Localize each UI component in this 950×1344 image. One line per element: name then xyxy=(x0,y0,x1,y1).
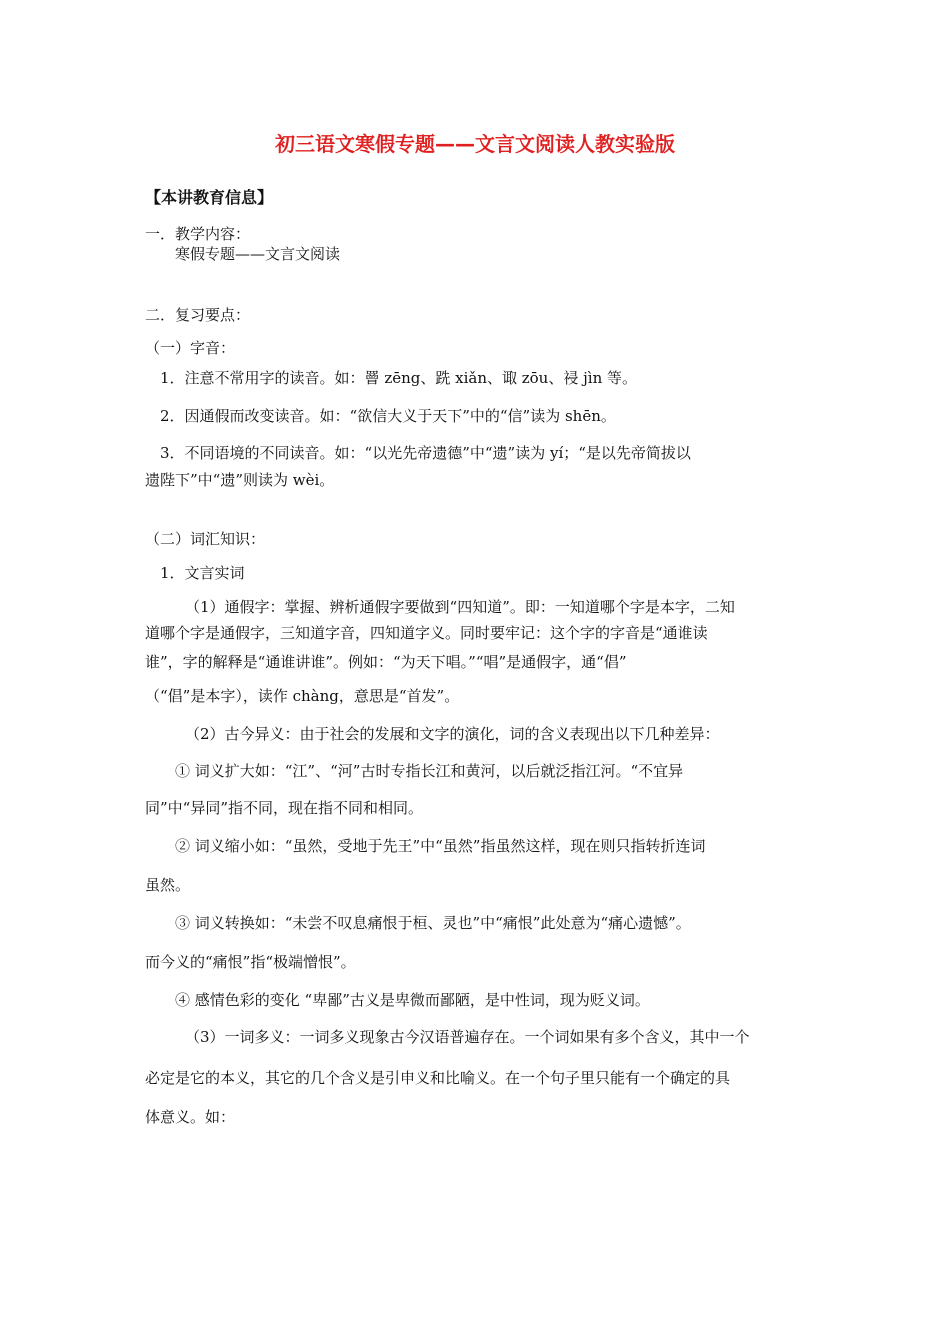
paragraph-line: ④ 感情色彩的变化 “卑鄙”古义是卑微而鄙陋，是中性词，现为贬义词。 xyxy=(175,991,650,1009)
paragraph-line: 1．注意不常用字的读音。如：罾 zēng、跣 xiǎn、诹 zōu、祲 jìn 等。 xyxy=(160,369,637,387)
paragraph-line: 2．因通假而改变读音。如：“欲信大义于天下”中的“信”读为 shēn。 xyxy=(160,407,616,425)
paragraph-line: 道哪个字是通假字，三知道字音，四知道字义。同时要牢记：这个字的字音是“通谁读 xyxy=(145,624,708,642)
paragraph-line: ③ 词义转换如：“未尝不叹息痛恨于桓、灵也”中“痛恨”此处意为“痛心遗憾”。 xyxy=(175,914,691,932)
paragraph-line: 3．不同语境的不同读音。如：“以光先帝遗德”中“遗”读为 yí；“是以先帝简拔以 xyxy=(160,444,691,462)
paragraph-line: （1）通假字：掌握、辨析通假字要做到“四知道”。即：一知道哪个字是本字，二知 xyxy=(185,598,735,616)
heading-review-points: 二．复习要点： xyxy=(145,306,251,324)
paragraph-line: ② 词义缩小如：“虽然，受地于先王”中“虽然”指虽然这样，现在则只指转折连词 xyxy=(175,837,706,855)
paragraph-line: 遗陛下”中“遗”则读为 wèi。 xyxy=(145,471,335,489)
paragraph-line: 必定是它的本义，其它的几个含义是引申义和比喻义。在一个句子里只能有一个确定的具 xyxy=(145,1069,731,1087)
teaching-content-text: 寒假专题——文言文阅读 xyxy=(175,245,341,263)
paragraph-line: ① 词义扩大如：“江”、“河”古时专指长江和黄河，以后就泛指江河。“不宜异 xyxy=(175,762,684,780)
paragraph-line: 而今义的“痛恨”指“极端憎恨”。 xyxy=(145,953,356,971)
paragraph-line: （3）一词多义：一词多义现象古今汉语普遍存在。一个词如果有多个含义，其中一个 xyxy=(185,1028,750,1046)
subheading-pronunciation: （一）字音： xyxy=(145,339,236,357)
paragraph-line: 同”中“异同”指不同，现在指不同和相同。 xyxy=(145,799,424,817)
paragraph-line: 体意义。如： xyxy=(145,1108,236,1126)
paragraph-line: 谁”，字的解释是“通谁讲谁”。例如：“为天下唱。”“唱”是通假字，通“倡” xyxy=(145,653,627,671)
subheading-vocabulary: （二）词汇知识： xyxy=(145,530,266,548)
section-header: 【本讲教育信息】 xyxy=(145,188,274,207)
document-title: 初三语文寒假专题——文言文阅读人教实验版 xyxy=(275,132,675,156)
heading-teaching-content: 一．教学内容： xyxy=(145,225,251,243)
subheading-notional-words: 1．文言实词 xyxy=(160,564,245,582)
paragraph-line: 虽然。 xyxy=(145,876,191,894)
paragraph-line: （2）古今异义：由于社会的发展和文字的演化，词的含义表现出以下几种差异： xyxy=(185,725,720,743)
paragraph-line: （“倡”是本字），读作 chàng，意思是“首发”。 xyxy=(145,687,460,705)
